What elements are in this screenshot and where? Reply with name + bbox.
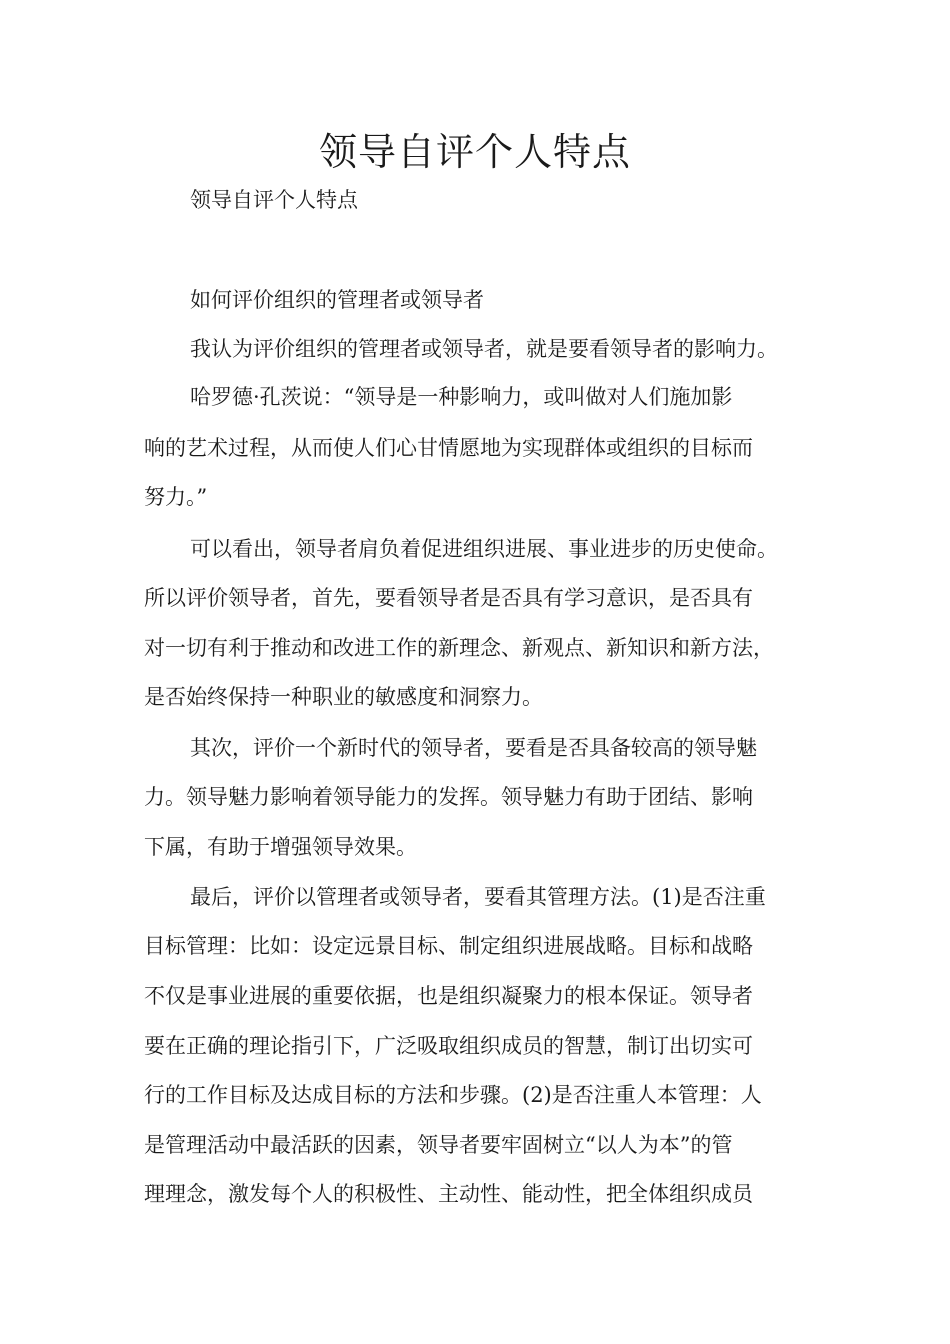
- paragraph-line: 行的工作目标及达成目标的方法和步骤。(2)是否注重人本管理：人: [144, 1083, 762, 1107]
- paragraph-line: 目标管理：比如：设定远景目标、制定组织进展战略。目标和战略: [144, 934, 753, 958]
- paragraph-line: 对一切有利于推动和改进工作的新理念、新观点、新知识和新方法，: [144, 636, 774, 660]
- paragraph-line: 下属，有助于增强领导效果。: [144, 835, 417, 859]
- document-title: 领导自评个人特点: [318, 130, 631, 174]
- paragraph-line: 哈罗德·孔茨说：“领导是一种影响力，或叫做对人们施加影: [190, 385, 733, 409]
- paragraph-line: 是管理活动中最活跃的因素，领导者要牢固树立“以人为本”的管: [144, 1133, 733, 1157]
- paragraph-line: 其次，评价一个新时代的领导者，要看是否具备较高的领导魅: [190, 736, 757, 760]
- section-heading: 如何评价组织的管理者或领导者: [190, 288, 484, 312]
- paragraph-line: 所以评价领导者，首先，要看领导者是否具有学习意识，是否具有: [144, 586, 753, 610]
- paragraph-line: 响的艺术过程，从而使人们心甘情愿地为实现群体或组织的目标而: [144, 436, 753, 460]
- paragraph-line: 努力。”: [144, 485, 208, 509]
- paragraph-line: 不仅是事业进展的重要依据，也是组织凝聚力的根本保证。领导者: [144, 984, 753, 1008]
- paragraph-line: 我认为评价组织的管理者或领导者，就是要看领导者的影响力。: [190, 337, 778, 361]
- paragraph-line: 可以看出，领导者肩负着促进组织进展、事业进步的历史使命。: [190, 537, 778, 561]
- subtitle-line: 领导自评个人特点: [190, 188, 358, 212]
- paragraph-line: 力。领导魅力影响着领导能力的发挥。领导魅力有助于团结、影响: [144, 785, 753, 809]
- paragraph-line: 要在正确的理论指引下，广泛吸取组织成员的智慧，制订出切实可: [144, 1034, 753, 1058]
- paragraph-line: 最后，评价以管理者或领导者，要看其管理方法。(1)是否注重: [190, 885, 766, 909]
- paragraph-line: 理理念，激发每个人的积极性、主动性、能动性，把全体组织成员: [144, 1182, 753, 1206]
- paragraph-line: 是否始终保持一种职业的敏感度和洞察力。: [144, 685, 543, 709]
